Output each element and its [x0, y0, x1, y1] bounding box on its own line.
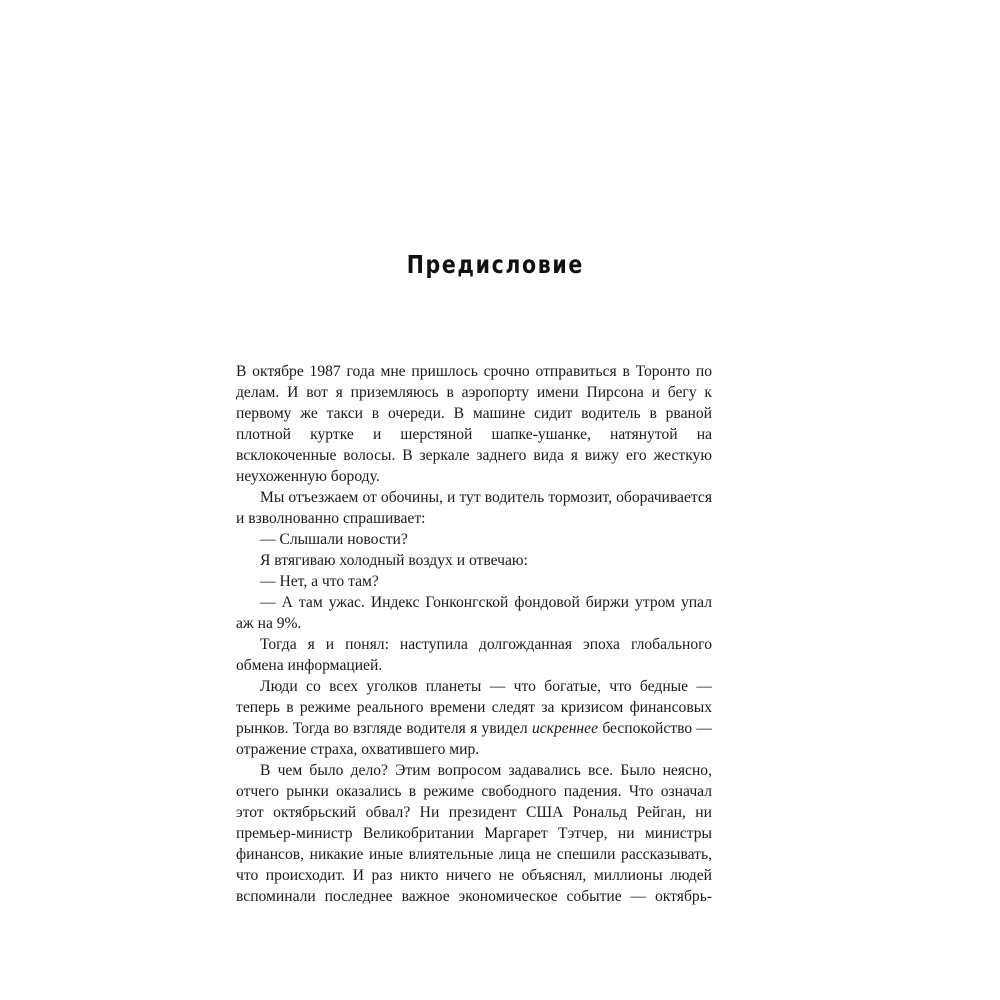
paragraph-8 [236, 676, 712, 760]
body-text [236, 361, 712, 907]
paragraph-3: — Слышали новости? [260, 531, 408, 548]
paragraph-5: — Нет, а что там? [260, 573, 379, 590]
paragraph-2: Мы отъезжаем от обочины, и тут водитель тормозит, оборачивается и взволнованно спрашивает: [236, 489, 712, 527]
paragraph-8-emphasis: искреннее [531, 720, 599, 737]
paragraph-8-part-1: Люди со всех уголков планеты — что богатые, что бедные — теперь в режиме реального времени следят за кризисом финансовых рынков. Тогда во взгляде водителя я увидел [236, 678, 712, 737]
chapter-title: Предисловие [406, 250, 584, 279]
paragraph-8-part-2: беспокойство — отражение страха, охватившего мир. [236, 720, 713, 758]
paragraph-7: Тогда я и понял: наступила долгожданная эпоха глобального обмена информацией. [236, 636, 712, 674]
paragraph-6: — А там ужас. Индекс Гонконгской фондовой биржи утром упал аж на 9%. [236, 594, 712, 632]
paragraph-4: Я втягиваю холодный воздух и отвечаю: [260, 552, 528, 569]
paragraph-1: В октябре 1987 года мне пришлось срочно отправиться в Торонто по делам. И вот я приземляюсь в аэропорту имени Пирсона и бегу к первому же такси в очереди. В машине сидит водитель в рваной плотной куртке и шерстяной шапке-ушанке, натянутой на всклокоченные волосы. В зеркале заднего вида я вижу его жесткую неухоженную бороду. [236, 363, 712, 485]
paragraph-9: В чем было дело? Этим вопросом задавались все. Было неясно, отчего рынки оказались в режиме свободного падения. Что означал этот октябрьский обвал? Ни президент США Рональд Рейган, ни премьер-министр Великобритании Маргарет Тэтчер, ни министры финансов, никакие иные влиятельные лица не спешили рассказывать, что происходит. И раз никто ничего не объяснял, миллионы людей вспоминали последнее важное экономическое событие — октябрь- [236, 762, 712, 905]
